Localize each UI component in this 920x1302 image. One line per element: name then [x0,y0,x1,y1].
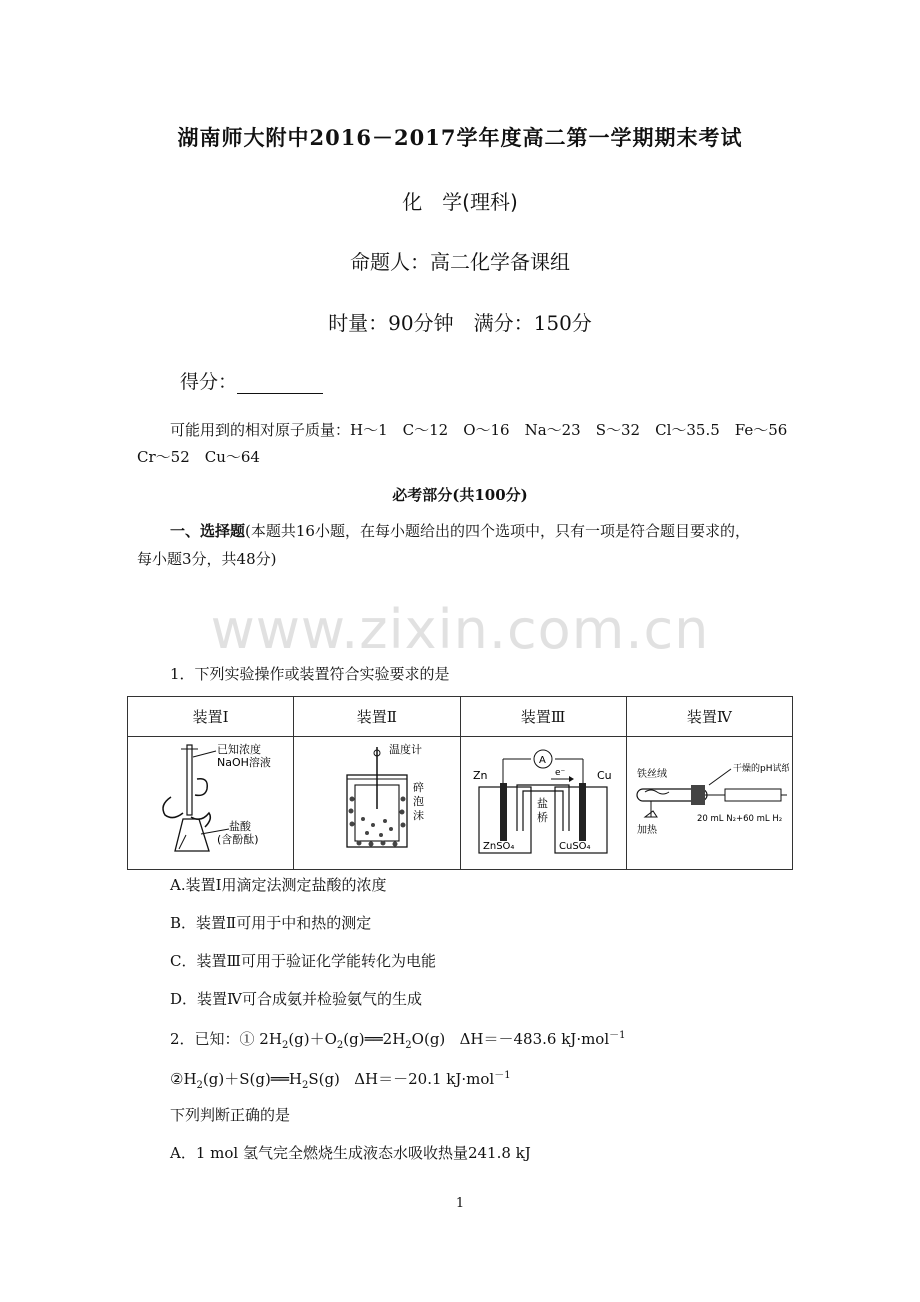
fig2-label2: 碎 [412,780,424,794]
q2-eq2-prefix: ②H [170,1070,197,1088]
device-figure-2 [294,737,460,870]
q2-equation-1: 2．已知：① $2H_2(g)+O_2(g)══2H_2O(g)$ ΔH＝－483.6 kJ·mol$^{-1}$ [170,1030,626,1051]
fig4-label4: 20 mL N₂+60 mL H₂ [697,813,783,824]
calorimeter-diagram [297,739,457,864]
exam-time: 时量：90分钟 满分：150分 [328,311,592,335]
watermark: www.zixin.com.cn [210,598,710,661]
part1-heading [170,520,750,541]
fig3-bridge2: 桥 [537,810,549,824]
fig1-label2: NaOH溶液 [216,755,271,769]
score-field [180,367,323,394]
q1-option-d: D．装置Ⅳ可合成氨并检验氨气的生成 [170,990,423,1008]
fig2-label1: 温度计 [388,742,422,756]
fig4-label3: 加热 [637,824,658,836]
exam-subject: 化 学(理科) [402,190,518,214]
fig3-cu: Cu [597,768,612,782]
galvanic-cell-diagram [463,739,623,864]
devices-table [127,696,793,870]
device-figure-1 [128,737,294,870]
part1-desc-2: 每小题3分，共48分) [137,550,277,568]
titration-diagram [131,739,291,864]
device-header-3: 装置Ⅲ [460,697,626,737]
device-figure-4 [626,737,792,870]
fig3-zn: Zn [473,768,488,782]
fig3-sol2: CuSO₄ [559,840,591,852]
q2-eq2-tail: ΔH＝－20.1 kJ·mol [354,1070,495,1088]
part1-desc-1: (本题共16小题，在每小题给出的四个选项中，只有一项是符合题目要求的， [245,522,750,540]
fig2-label3: 泡 [412,794,424,808]
device-figure-3 [460,737,626,870]
q2-eq1-tail: ΔH＝－483.6 kJ·mol [459,1030,610,1048]
q1-stem: 1．下列实验操作或装置符合实验要求的是 [170,665,450,683]
device-header-4: 装置Ⅳ [626,697,792,737]
atomic-masses-line2: Cr～52 Cu～64 [137,448,260,466]
fig2-label4: 沫 [412,808,424,822]
q2-option-a: A．1 mol 氢气完全燃烧生成液态水吸收热量241.8 kJ [170,1144,531,1162]
atomic-masses-line1: 可能用到的相对原子质量：H～1 C～12 O～16 Na～23 S～32 Cl～35.5 Fe～56 [170,421,788,439]
q2-prefix: 2．已知：① 2H [170,1030,282,1048]
fig4-label2: 干燥的pH试纸 [733,763,790,774]
fig3-bridge1: 盐 [537,796,549,810]
fig4-label1: 铁丝绒 [637,768,668,780]
fig1-label3: 盐酸 [228,819,251,833]
fig3-electron: e⁻ [555,767,566,778]
section-title: 必考部分(共100分) [392,486,528,504]
q1-option-c: C．装置Ⅲ可用于验证化学能转化为电能 [170,952,436,970]
q1-option-a: A.装置Ⅰ用滴定法测定盐酸的浓度 [170,876,387,894]
exam-title: 湖南师大附中2016－2017学年度高二第一学期期末考试 [177,125,743,150]
fig3-sol1: ZnSO₄ [483,840,515,852]
part1-label: 一、选择题 [170,522,246,540]
page-number: 1 [455,1196,465,1211]
device-header-1: 装置Ⅰ [128,697,294,737]
device-header-2: 装置Ⅱ [294,697,460,737]
q2-judge: 下列判断正确的是 [170,1106,291,1124]
score-label: 得分： [180,371,238,393]
exam-author: 命题人：高二化学备课组 [350,250,570,274]
fig1-label1: 已知浓度 [216,742,261,756]
fig3-ammeter: A [539,754,546,766]
fig1-label4: (含酚酞) [216,832,259,846]
score-blank[interactable] [237,375,323,394]
q1-option-b: B．装置Ⅱ可用于中和热的测定 [170,914,372,932]
ammonia-synthesis-diagram [629,739,789,864]
q2-equation-2: $②H_2(g)+S(g)══H_2S(g)$ ΔH＝－20.1 kJ·mol$^{-1}$ [170,1070,511,1091]
